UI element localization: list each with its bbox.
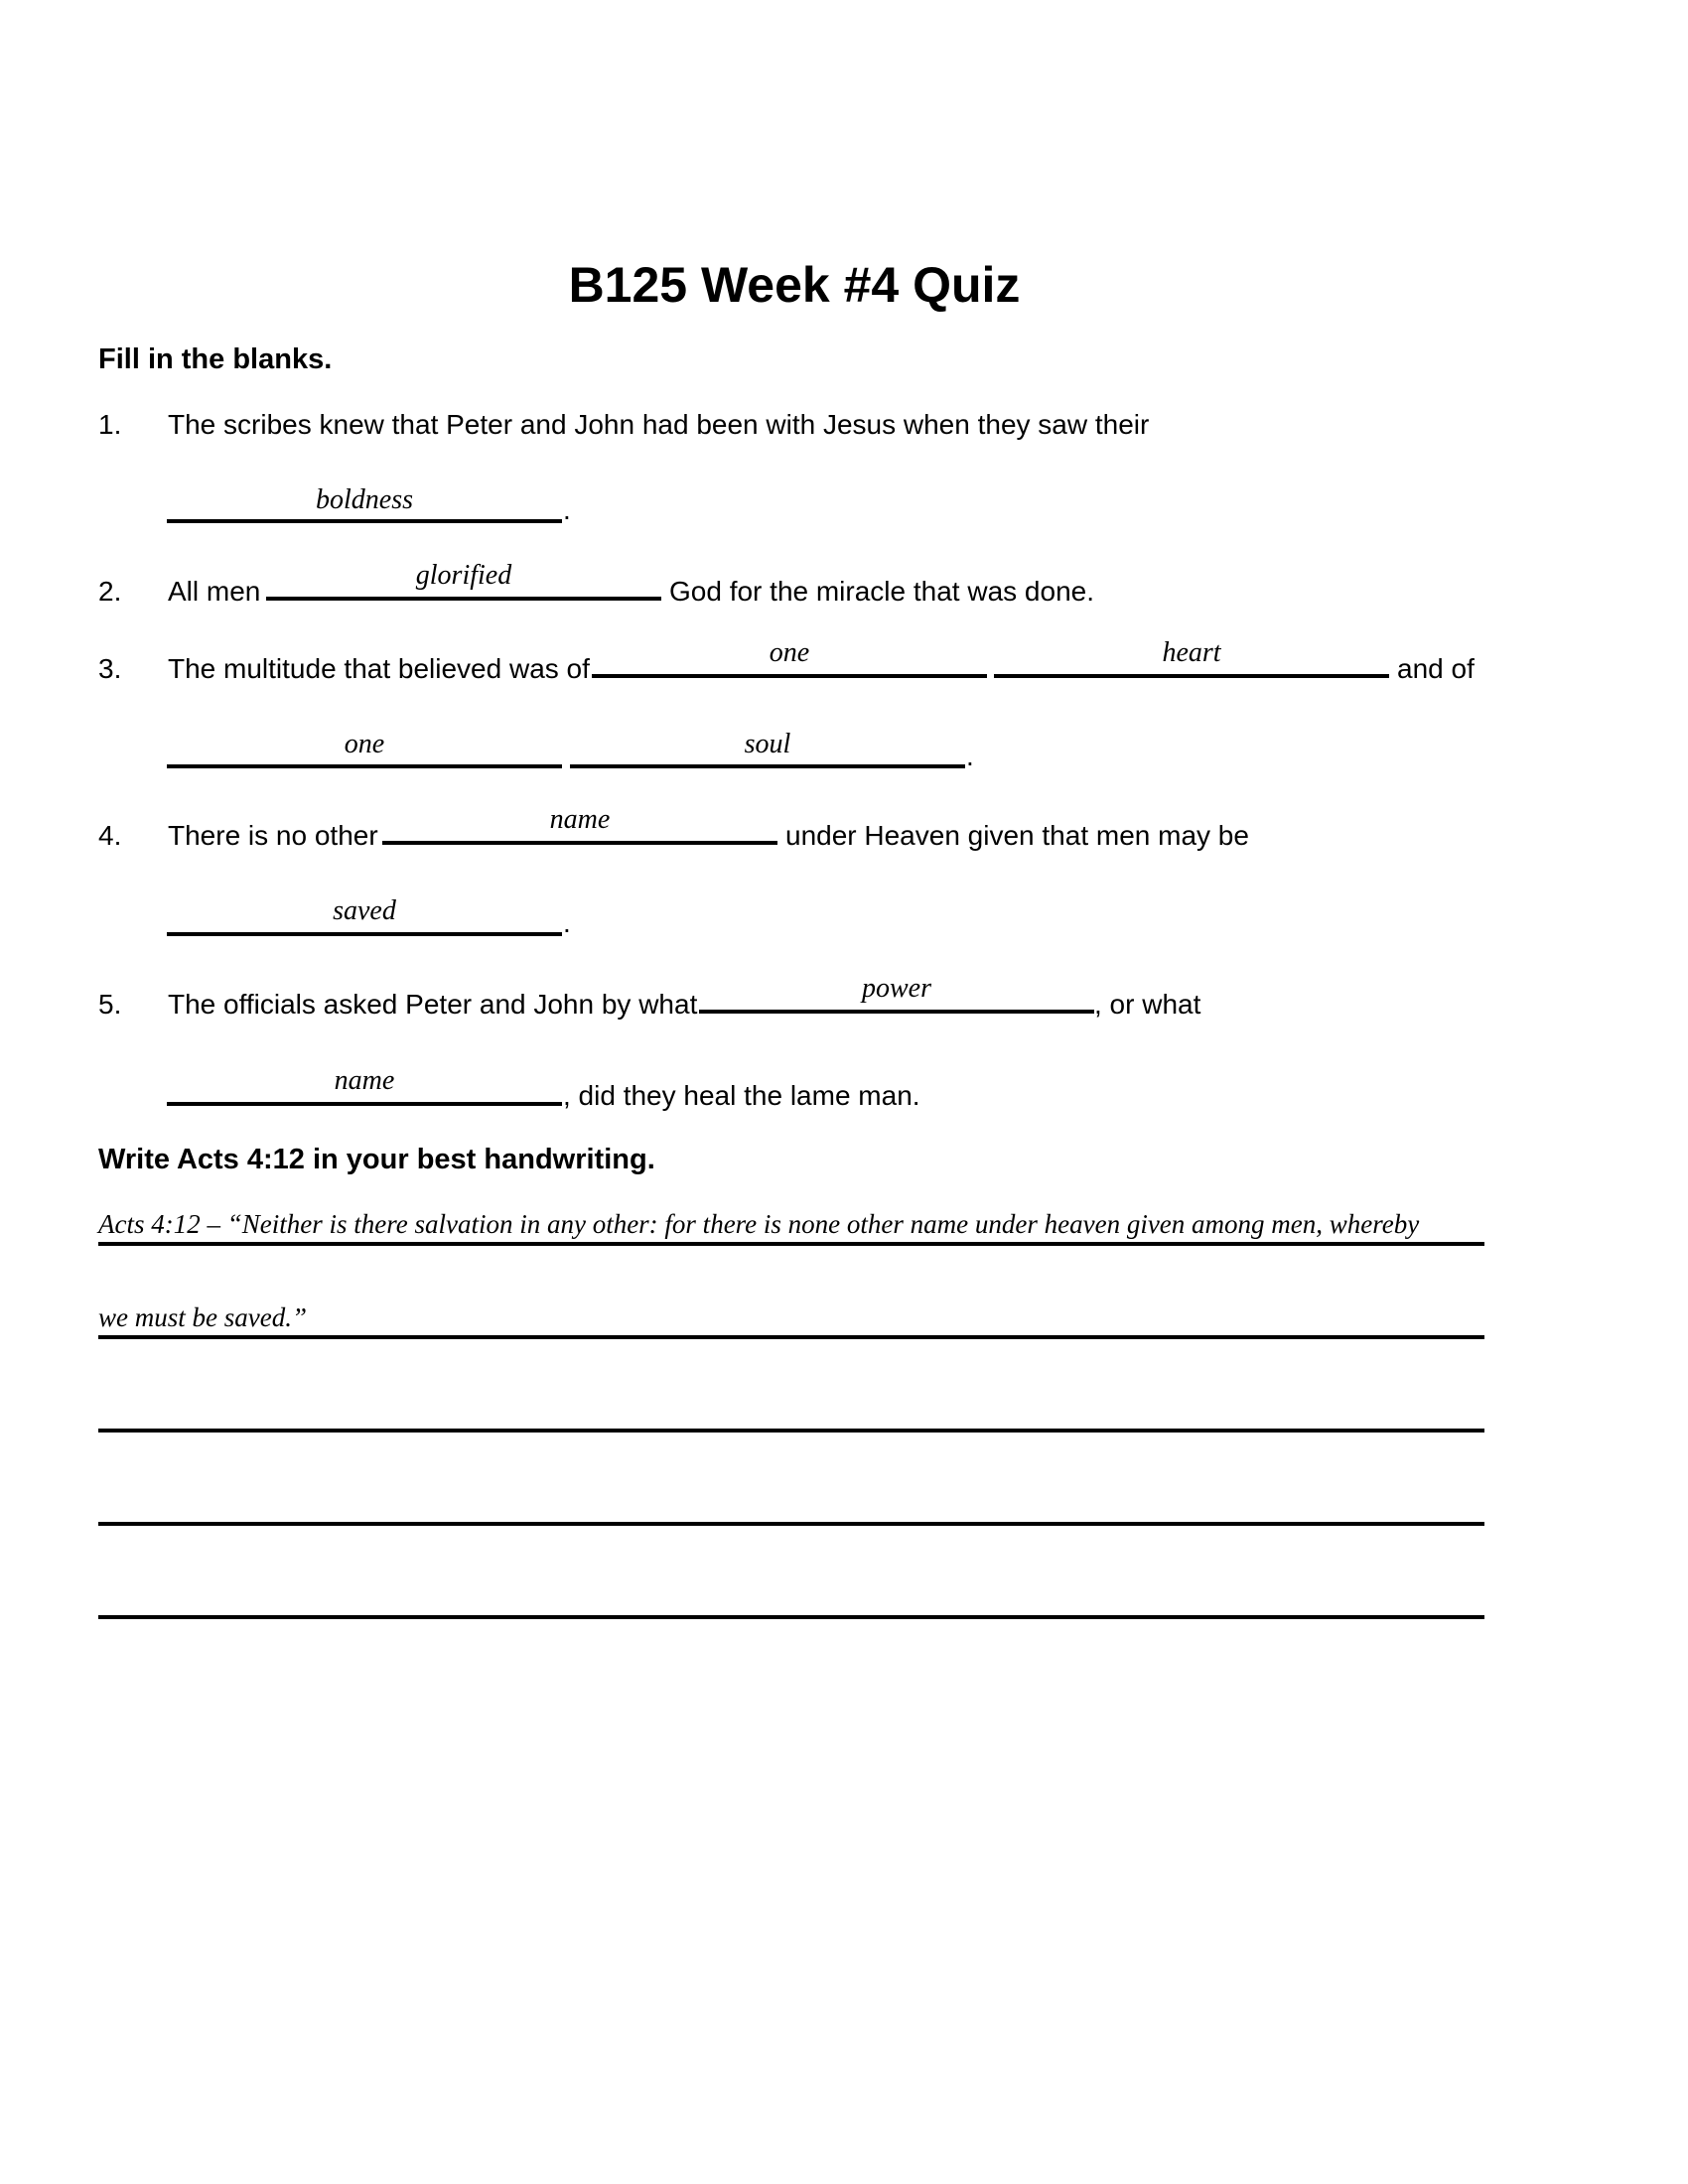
question-text: The scribes knew that Peter and John had been with Jesus when they saw their	[168, 409, 1150, 440]
answer-blank	[994, 674, 1389, 678]
section-heading-fill-blanks: Fill in the blanks.	[98, 343, 333, 375]
answer-text: name	[549, 804, 611, 835]
question-text-continued: , or what	[1094, 989, 1201, 1020]
handwriting-line-5	[98, 1615, 1484, 1619]
answer-text: power	[862, 973, 931, 1004]
question-text-continued: under Heaven given that men may be	[785, 820, 1249, 851]
handwriting-line-3	[98, 1429, 1484, 1433]
question-text-continued: , did they heal the lame man.	[563, 1080, 920, 1111]
answer-text: name	[334, 1065, 395, 1096]
period: .	[966, 741, 974, 771]
answer-blank	[167, 932, 562, 936]
question-number: 5.	[98, 989, 122, 1020]
question-text: All men	[168, 576, 261, 607]
verse-line-1: Acts 4:12 – “Neither is there salvation in any other: for there is none other name under heaven given among men, whereby	[98, 1209, 1420, 1239]
question-number: 1.	[98, 409, 122, 440]
question-number: 3.	[98, 653, 122, 684]
answer-blank	[167, 519, 562, 523]
answer-blank	[570, 764, 965, 768]
answer-text: one	[344, 729, 385, 759]
answer-blank	[266, 597, 661, 601]
question-text: The multitude that believed was of	[168, 653, 590, 684]
answer-blank	[167, 764, 562, 768]
answer-text: one	[769, 637, 810, 668]
period: .	[563, 494, 571, 525]
answer-blank	[167, 1102, 562, 1106]
verse-line-2: we must be saved.”	[98, 1302, 307, 1332]
section-heading-handwriting: Write Acts 4:12 in your best handwriting.	[98, 1144, 655, 1175]
question-text-continued: and of	[1397, 653, 1475, 684]
question-number: 4.	[98, 820, 122, 851]
question-number: 2.	[98, 576, 122, 607]
question-text: There is no other	[168, 820, 378, 851]
answer-text: heart	[1162, 637, 1221, 668]
answer-text: boldness	[316, 484, 413, 515]
handwriting-line-4	[98, 1522, 1484, 1526]
answer-text: soul	[744, 729, 791, 759]
answer-blank	[382, 841, 777, 845]
answer-blank	[699, 1010, 1094, 1014]
question-text: The officials asked Peter and John by what	[168, 989, 698, 1020]
answer-blank	[592, 674, 987, 678]
handwriting-line-2	[98, 1335, 1484, 1339]
page-title: B125 Week #4 Quiz	[568, 257, 1021, 313]
handwriting-line-1	[98, 1242, 1484, 1246]
period: .	[563, 907, 571, 938]
question-text-continued: God for the miracle that was done.	[669, 576, 1094, 607]
answer-text: saved	[333, 895, 396, 926]
answer-text: glorified	[415, 560, 512, 591]
